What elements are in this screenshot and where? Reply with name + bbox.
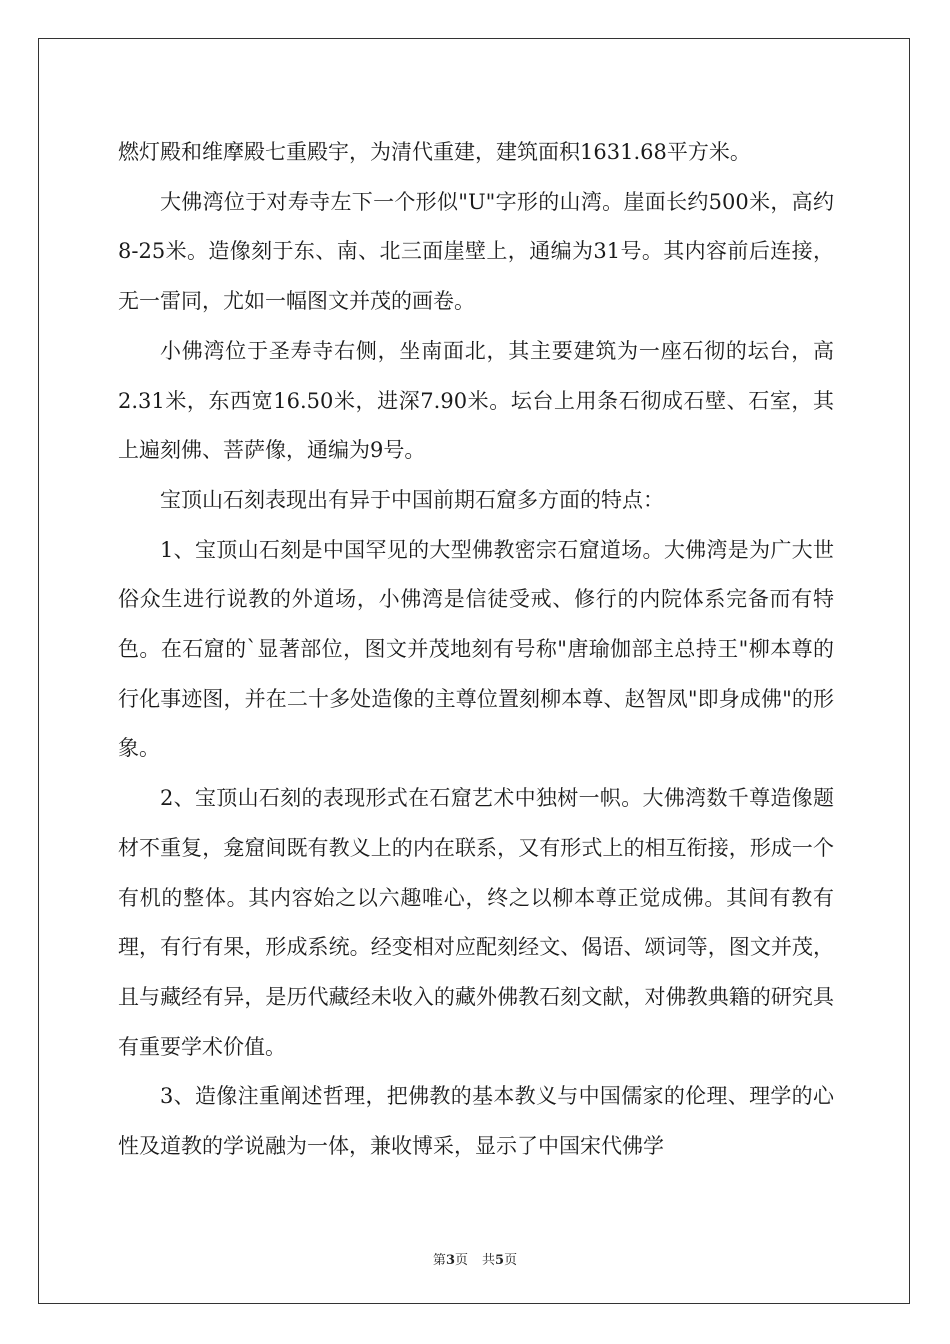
paragraph-feature-1: 1、宝顶山石刻是中国罕见的大型佛教密宗石窟道场。大佛湾是为广大世俗众生进行说教的外道场，小佛湾是信徒受戒、修行的内院体系完备而有特色。在石窟的`显著部位，图文并茂地刻有号称"唐瑜伽部主总持王"柳本尊的行化事迹图，并在二十多处造像的主尊位置刻柳本尊、赵智凤"即身成佛"的形象。 [118, 537, 834, 761]
page-prefix: 第 [432, 1253, 446, 1268]
paragraph-xiaofowan: 小佛湾位于圣寿寺右侧，坐南面北，其主要建筑为一座石彻的坛台，高2.31米，东西宽16.50米，进深7.90米。坛台上用条石彻成石壁、石室，其上遍刻佛、菩萨像，通编为9号。 [118, 338, 834, 463]
total-prefix: 共 [482, 1253, 496, 1268]
total-suffix: 页 [504, 1253, 518, 1268]
page-suffix: 页 [454, 1253, 468, 1268]
paragraph-continued: 燃灯殿和维摩殿七重殿宇，为清代重建，建筑面积1631.68平方米。 [118, 140, 751, 164]
page-number: 3 [445, 1253, 455, 1268]
page-footer [0, 1249, 950, 1268]
paragraph-dafowan: 大佛湾位于对寿寺左下一个形似"U"字形的山湾。崖面长约500米，高约8-25米。造像刻于东、南、北三面崖壁上，通编为31号。其内容前后连接，无一雷同，尤如一幅图文并茂的画卷。 [118, 189, 834, 314]
paragraph-feature-3: 3、造像注重阐述哲理，把佛教的基本教义与中国儒家的伦理、理学的心性及道教的学说融为一体，兼收博采，显示了中国宋代佛学 [118, 1084, 834, 1159]
paragraph-features-intro: 宝顶山石刻表现出有异于中国前期石窟多方面的特点： [160, 487, 664, 512]
paragraph-feature-2: 2、宝顶山石刻的表现形式在石窟艺术中独树一帜。大佛湾数千尊造像题材不重复，龛窟间既有教义上的内在联系，又有形式上的相互衔接，形成一个有机的整体。其内容始之以六趣唯心，终之以柳本尊正觉成佛。其间有教有理，有行有果，形成系统。经变相对应配刻经文、偈语、颂词等，图文并茂，且与藏经有异，是历代藏经未收入的藏外佛教石刻文献，对佛教典籍的研究具有重要学术价值。 [118, 786, 834, 1059]
document-body [118, 128, 834, 1172]
total-pages: 5 [495, 1253, 505, 1268]
